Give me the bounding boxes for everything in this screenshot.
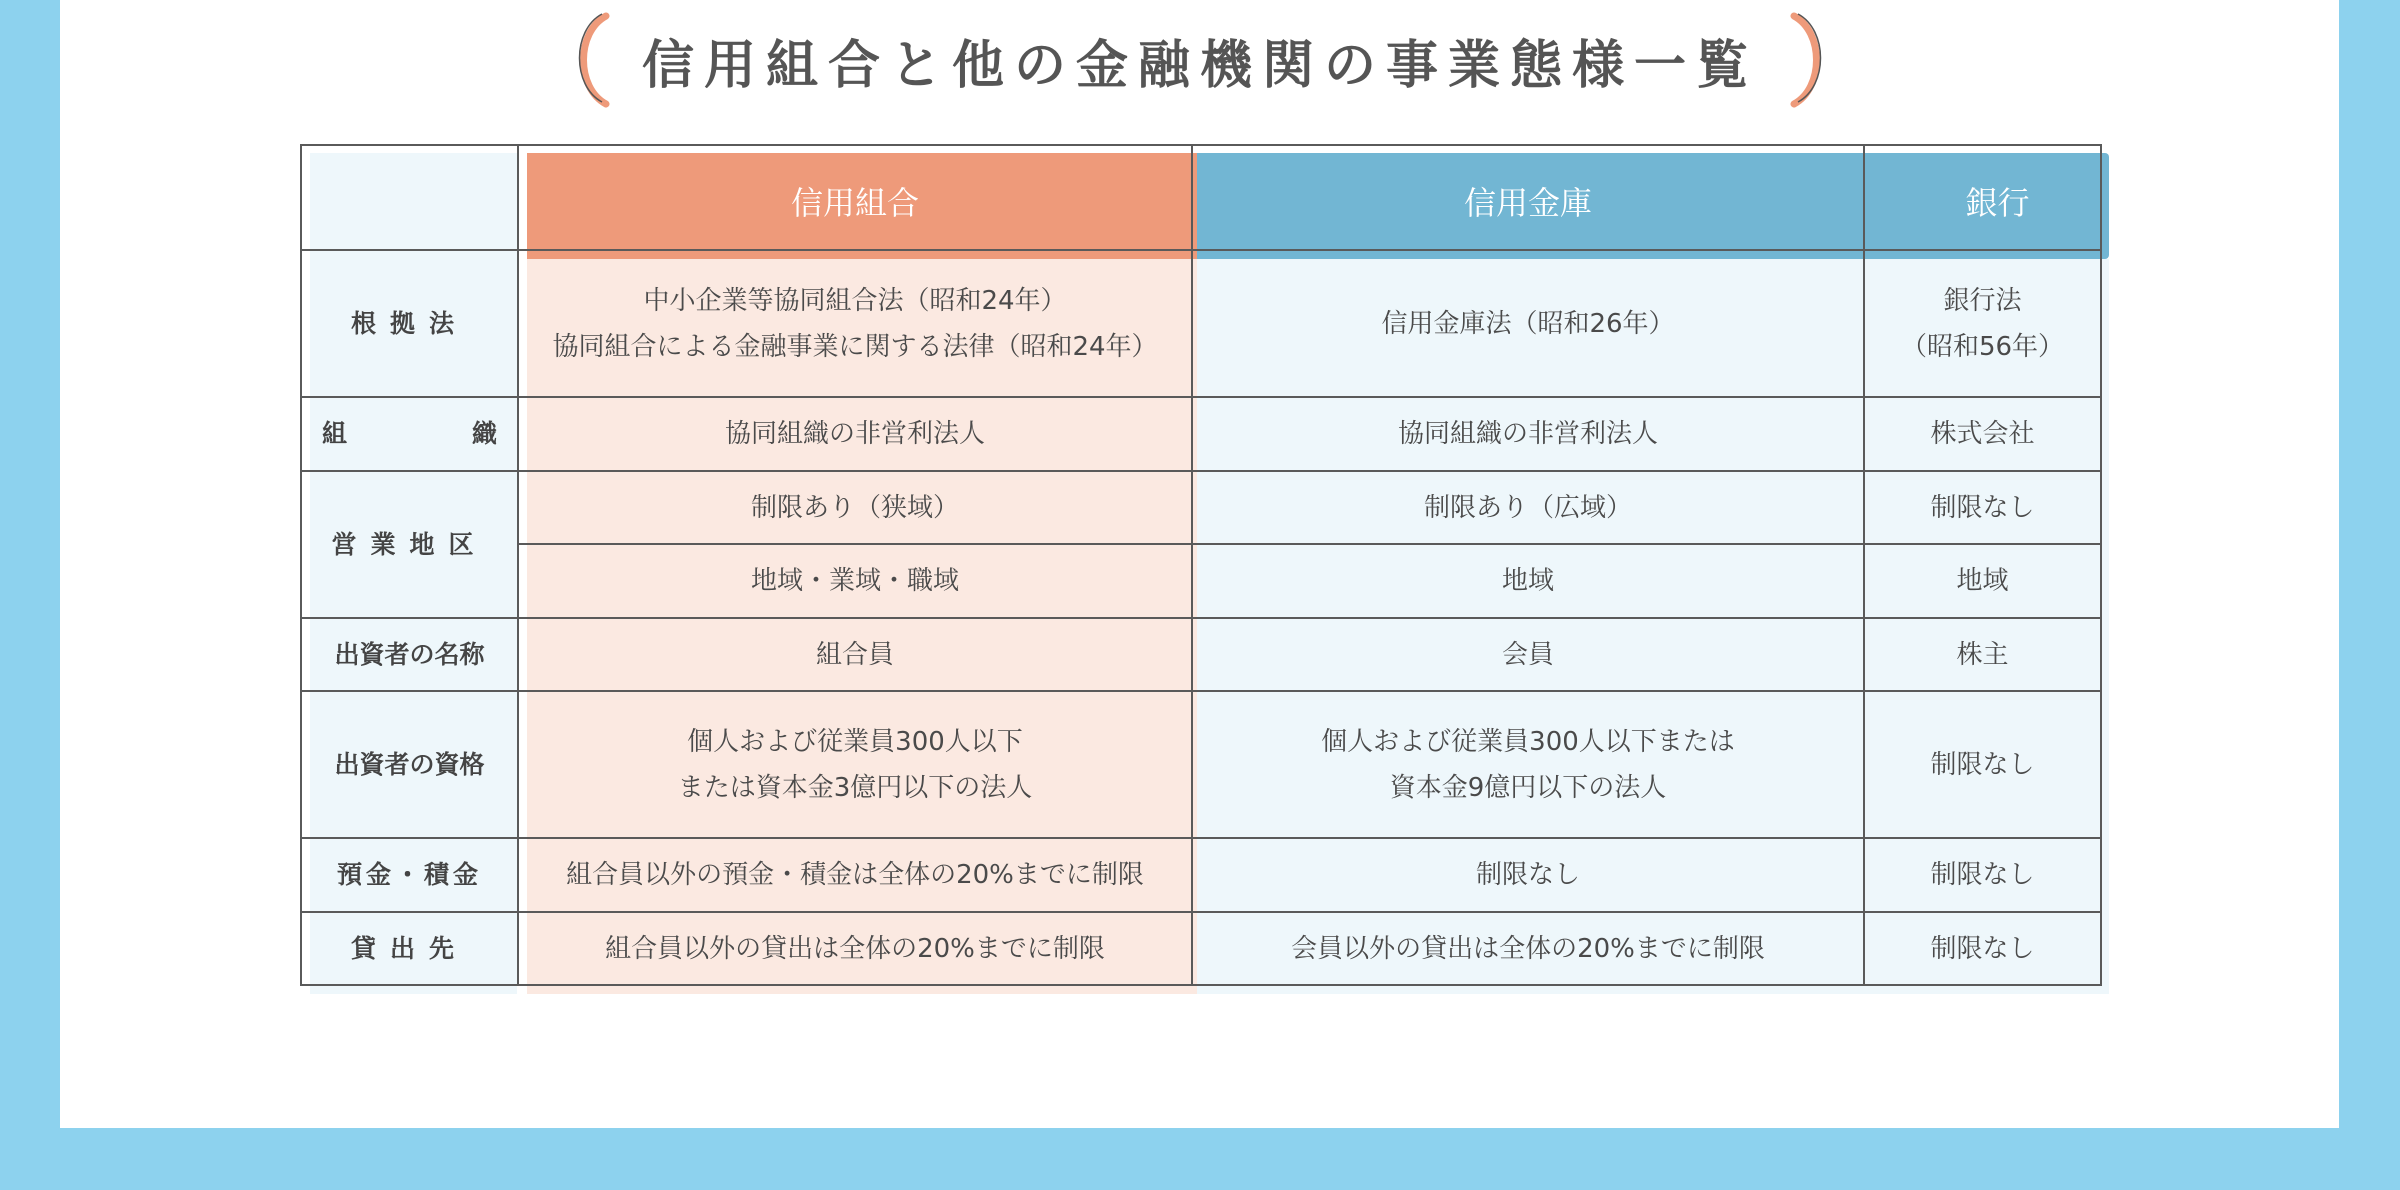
cell-line: 協同組合による金融事業に関する法律（昭和24年） <box>552 331 1158 362</box>
cell-kinko: 地域 <box>1192 544 1864 618</box>
cell-kumiai: 組合員以外の貸出は全体の20%までに制限 <box>518 912 1192 985</box>
cell-kinko <box>1192 691 1864 838</box>
row-label <box>301 397 518 471</box>
row-label-char: 組 <box>322 419 348 448</box>
cell-line: 個人および従業員300人以下または <box>1321 726 1735 757</box>
cell-kumiai <box>518 250 1192 397</box>
cell-ginko: 制限なし <box>1864 691 2101 838</box>
table-row <box>301 691 2101 838</box>
corner-cell <box>301 145 518 250</box>
cell-kinko: 会員以外の貸出は全体の20%までに制限 <box>1192 912 1864 985</box>
header-row <box>301 145 2101 250</box>
cell-kinko: 会員 <box>1192 618 1864 691</box>
cell-kinko: 制限なし <box>1192 838 1864 912</box>
cell-kinko: 信用金庫法（昭和26年） <box>1192 250 1864 397</box>
cell-kumiai: 制限あり（狭域） <box>518 471 1192 544</box>
row-label: 出資者の名称 <box>301 618 518 691</box>
cell-ginko: 地域 <box>1864 544 2101 618</box>
table-row <box>301 544 2101 618</box>
cell-line: 個人および従業員300人以下 <box>687 726 1023 757</box>
cell-kumiai: 組合員以外の預金・積金は全体の20%までに制限 <box>518 838 1192 912</box>
cell-ginko: 制限なし <box>1864 471 2101 544</box>
cell-ginko: 制限なし <box>1864 838 2101 912</box>
cell-line: （昭和56年） <box>1900 331 2065 362</box>
cell-line: 銀行法 <box>1943 285 2022 316</box>
cell-kumiai: 組合員 <box>518 618 1192 691</box>
cell-line: または資本金3億円以下の法人 <box>677 772 1033 803</box>
title-area <box>0 8 2400 112</box>
cell-ginko: 株主 <box>1864 618 2101 691</box>
table-row <box>301 397 2101 471</box>
cell-kinko: 制限あり（広域） <box>1192 471 1864 544</box>
row-label: 根拠法 <box>301 250 518 397</box>
row-label: 預金・積金 <box>301 838 518 912</box>
cell-ginko: 株式会社 <box>1864 397 2101 471</box>
cell-kinko: 協同組織の非営利法人 <box>1192 397 1864 471</box>
header-kinko: 信用金庫 <box>1192 145 1864 250</box>
table-row <box>301 912 2101 985</box>
table-row <box>301 618 2101 691</box>
table-row <box>301 250 2101 397</box>
table-row <box>301 471 2101 544</box>
row-label: 貸出先 <box>301 912 518 985</box>
header-kumiai: 信用組合 <box>518 145 1192 250</box>
row-label-char: 織 <box>471 419 497 448</box>
table-row <box>301 838 2101 912</box>
cell-kumiai: 地域・業域・職域 <box>518 544 1192 618</box>
cell-ginko <box>1864 250 2101 397</box>
comparison-table <box>300 144 2102 986</box>
cell-kumiai: 協同組織の非営利法人 <box>518 397 1192 471</box>
cell-kumiai <box>518 691 1192 838</box>
left-bracket-icon <box>568 12 612 108</box>
cell-line: 中小企業等協同組合法（昭和24年） <box>643 285 1067 316</box>
row-label: 営業地区 <box>301 471 518 618</box>
row-label: 出資者の資格 <box>301 691 518 838</box>
page-title: 信用組合と他の金融機関の事業態様一覧 <box>641 35 1758 96</box>
cell-line: 資本金9億円以下の法人 <box>1389 772 1667 803</box>
right-bracket-icon <box>1788 12 1832 108</box>
header-ginko: 銀行 <box>1864 145 2101 250</box>
cell-ginko: 制限なし <box>1864 912 2101 985</box>
